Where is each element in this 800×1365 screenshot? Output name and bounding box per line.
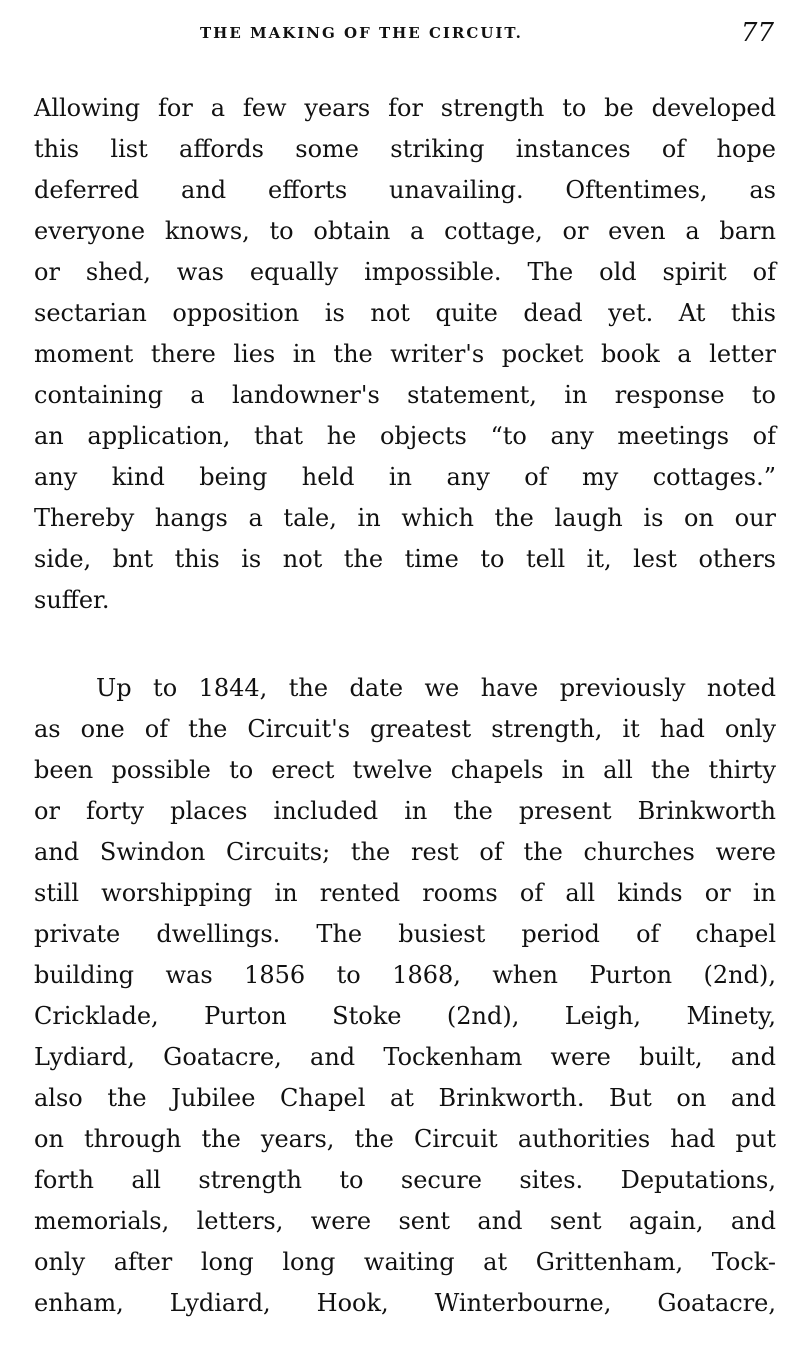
page-number: 77 (740, 18, 774, 48)
text-line: been possible to erect twelve chapels in all the thirty (34, 756, 776, 784)
text-line: deferred and efforts unavailing. Oftentimes, as (34, 176, 776, 204)
text-line: building was 1856 to 1868, when Purton (2nd), (34, 961, 776, 989)
text-line: sectarian opposition is not quite dead yet. At this (34, 299, 776, 327)
text-line: side, bnt this is not the time to tell it, lest others (34, 545, 776, 573)
text-line: private dwellings. The busiest period of chapel (34, 920, 776, 948)
text-line: only after long long waiting at Grittenham, Tock- (34, 1248, 776, 1276)
text-line: Lydiard, Goatacre, and Tockenham were built, and (34, 1043, 776, 1071)
text-line: everyone knows, to obtain a cottage, or even a barn (34, 217, 776, 245)
text-line: on through the years, the Circuit authorities had put (34, 1125, 776, 1153)
text-line: Allowing for a few years for strength to be developed (34, 94, 776, 122)
text-line: enham, Lydiard, Hook, Winterbourne, Goatacre, (34, 1289, 776, 1317)
text-line: Cricklade, Purton Stoke (2nd), Leigh, Minety, (34, 1002, 776, 1030)
text-line: and Swindon Circuits; the rest of the churches were (34, 838, 776, 866)
text-line: or forty places included in the present Brinkworth (34, 797, 776, 825)
paragraph-1 (34, 88, 776, 621)
text-line: still worshipping in rented rooms of all kinds or in (34, 879, 776, 907)
text-line: suffer. (34, 586, 110, 614)
text-line: an application, that he objects “to any meetings of (34, 422, 776, 450)
text-line: this list affords some striking instances of hope (34, 135, 776, 163)
text-line: or shed, was equally impossible. The old spirit of (34, 258, 776, 286)
text-line: any kind being held in any of my cottages.” (34, 463, 776, 491)
paragraph-2 (34, 668, 776, 1324)
text-line: Thereby hangs a tale, in which the laugh is on our (34, 504, 776, 532)
text-line: Up to 1844, the date we have previously noted (96, 674, 776, 702)
running-head (0, 18, 800, 54)
text-line: also the Jubilee Chapel at Brinkworth. But on and (34, 1084, 776, 1112)
text-line: containing a landowner's statement, in response to (34, 381, 776, 409)
text-line: memorials, letters, were sent and sent again, and (34, 1207, 776, 1235)
text-line: forth all strength to secure sites. Deputations, (34, 1166, 776, 1194)
text-line: moment there lies in the writer's pocket book a letter (34, 340, 776, 368)
running-title: THE MAKING OF THE CIRCUIT. (200, 24, 523, 42)
text-line: as one of the Circuit's greatest strength, it had only (34, 715, 776, 743)
